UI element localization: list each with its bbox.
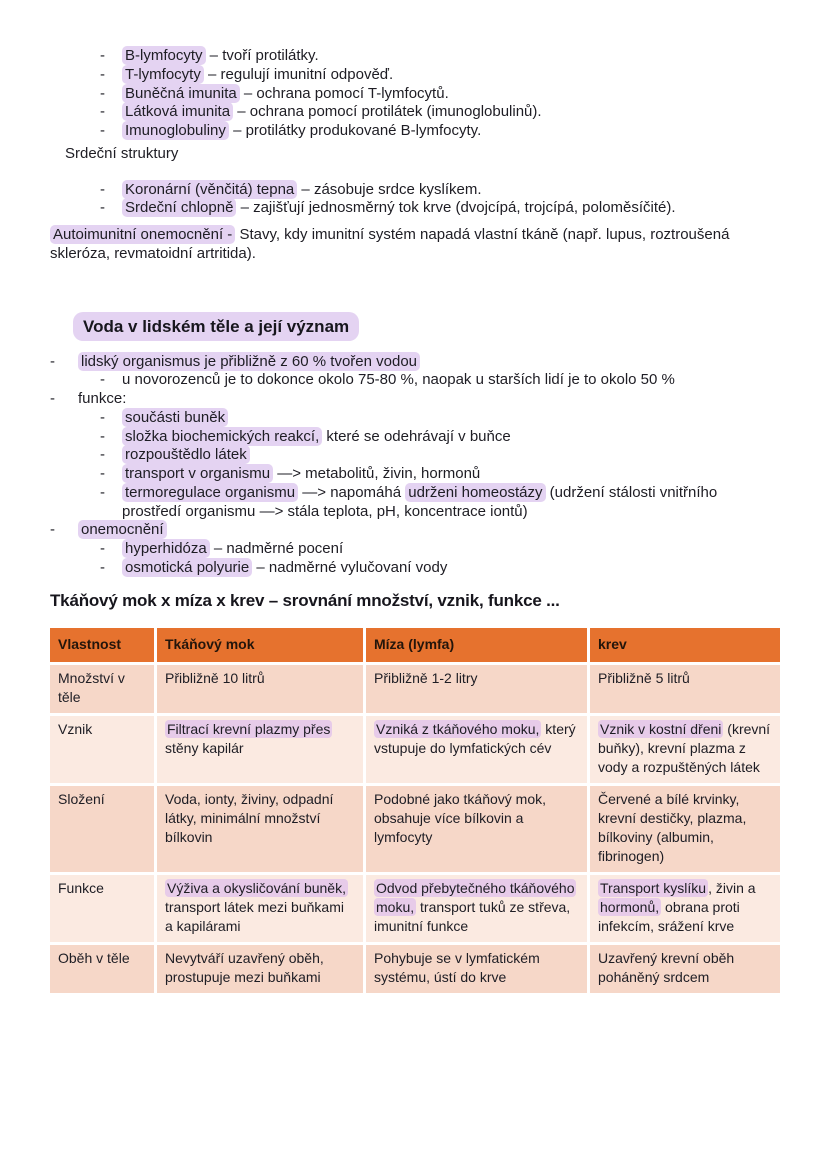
list-item-text: B-lymfocyty – tvoří protilátky. (122, 47, 778, 66)
autoimmune-paragraph: Autoimunitní onemocnění - Stavy, kdy imunitní systém napadá vlastní tkáně (např. lupus, roztroušená skleróza, revmatoidní artritida). (50, 226, 730, 262)
row-funkce-label: Funkce (50, 875, 154, 942)
highlighted-term: Koronární (věnčitá) tepna (122, 180, 297, 199)
row-funkce-tkan: Výživa a okysličování buněk, transport látek mezi buňkami a kapilárami (157, 875, 363, 942)
highlighted-term: složka biochemických reakcí, (122, 427, 322, 446)
comparison-table (50, 628, 780, 993)
list-item-text (122, 446, 778, 465)
list-item (50, 47, 778, 66)
row-obeh-tkan: Nevytváří uzavřený oběh, prostupuje mezi buňkami (157, 945, 363, 993)
highlighted-term: Látková imunita (122, 102, 233, 121)
bullet-dash: - (100, 465, 105, 482)
highlighted-term: Autoimunitní onemocnění - (50, 225, 235, 244)
list-item-text: funkce: (78, 390, 127, 407)
list-item (50, 484, 778, 522)
bullet-dash: - (100, 84, 105, 102)
bullet-dash: - (100, 558, 105, 576)
table-title: Tkáňový mok x míza x krev – srovnání množství, vznik, funkce ... (50, 590, 560, 610)
highlighted-term: termoregulace organismu (122, 483, 298, 502)
highlighted-term: Vzniká z tkáňového moku, (376, 720, 540, 737)
row-obeh-krev: Uzavřený krevní oběh poháněný srdcem (590, 945, 780, 993)
bullet-dash: - (100, 446, 105, 464)
row-funkce-krev: Transport kyslíku , živin a hormonů, obrana proti infekcím, srážení krve (590, 875, 780, 942)
row-vznik-label: Vznik (50, 716, 154, 783)
list-item (50, 371, 778, 390)
row-vznik-krev: Vznik v kostní dřeni (krevní buňky), krevní plazma z vody a rozpuštěných látek (590, 716, 780, 783)
highlighted-term: hormonů, (600, 898, 660, 915)
list-item-text: termoregulace organismu —> napomáhá udrženi homeostázy (udržení stálosti vnitřního prostředí organismu —> stála teplota, pH, koncentrace iontů) (122, 483, 718, 520)
row-amount-krev: Přibližně 5 litrů (590, 665, 780, 713)
list-item (50, 103, 778, 122)
table-header-miza: Míza (lymfa) (366, 628, 587, 662)
bullet-dash: - (100, 540, 105, 557)
bullet-dash: - (100, 103, 105, 121)
bullet-dash: - (100, 371, 105, 389)
list-item-text (78, 353, 778, 372)
list-item-text: Buněčná imunita – ochrana pomocí T-lymfocytů. (122, 85, 778, 104)
row-slozeni-miza: Podobné jako tkáňový mok, obsahuje více bílkovin a lymfocyty (366, 786, 587, 872)
highlighted-term: Filtrací krevní plazmy přes (167, 720, 331, 737)
highlighted-term: Srdeční chlopně (122, 198, 236, 217)
row-obeh-miza: Pohybuje se v lymfatickém systému, ústí do krve (366, 945, 587, 993)
list-item (50, 66, 778, 85)
highlighted-term: osmotická polyurie (122, 558, 252, 577)
highlighted-term: T-lymfocyty (122, 65, 204, 84)
list-item-text: Látková imunita – ochrana pomocí protilátek (imunoglobulinů). (122, 103, 778, 122)
highlighted-term: Odvod přebytečného tkáňového moku, (376, 879, 575, 915)
list-item-text: u novorozenců je to dokonce okolo 75-80 %, naopak u starších lidí je to okolo 50 % (122, 371, 675, 389)
highlighted-term: lidský organismus je přibližně z 60 % tvořen vodou (78, 352, 420, 371)
table-header-vlastnost: Vlastnost (50, 628, 154, 662)
highlighted-term: hyperhidóza (122, 539, 210, 558)
list-item (50, 446, 778, 465)
highlighted-term: B-lymfocyty (122, 46, 206, 65)
highlighted-term: onemocnění (78, 520, 167, 539)
list-item-text (122, 409, 778, 428)
water-heading-row (73, 312, 778, 341)
list-item-text: transport v organismu —> metabolitů, živin, hormonů (122, 465, 778, 484)
heart-list (50, 181, 778, 219)
bullet-dash: - (50, 352, 55, 370)
highlighted-term: transport v organismu (122, 464, 273, 483)
row-slozeni-tkan: Voda, ionty, živiny, odpadní látky, minimální množství bílkovin (157, 786, 363, 872)
highlighted-term: Výživa a okysličování buněk, (167, 879, 346, 896)
water-list (50, 353, 778, 578)
list-item (50, 559, 778, 578)
table-header-tkanovy-mok: Tkáňový mok (157, 628, 363, 662)
list-item (50, 199, 778, 218)
highlighted-term: udrženi homeostázy (405, 483, 545, 502)
row-vznik-miza: Vzniká z tkáňového moku, který vstupuje do lymfatických cév (366, 716, 587, 783)
list-item (50, 465, 778, 484)
row-vznik-tkan: Filtrací krevní plazmy přes stěny kapilár (157, 716, 363, 783)
list-item-text (78, 521, 778, 540)
row-amount-label: Množství v těle (50, 665, 154, 713)
list-item (50, 428, 778, 447)
row-amount-tkan: Přibližně 10 litrů (157, 665, 363, 713)
list-item-text: T-lymfocyty – regulují imunitní odpověď. (122, 66, 778, 85)
row-obeh-label: Oběh v těle (50, 945, 154, 993)
list-item (50, 540, 778, 559)
bullet-dash: - (100, 483, 105, 501)
immunity-list (50, 47, 778, 141)
bullet-dash: - (100, 427, 105, 445)
bullet-dash: - (100, 65, 105, 83)
highlighted-term: Transport kyslíku (600, 879, 707, 896)
list-item (50, 353, 778, 372)
list-item (50, 409, 778, 428)
bullet-dash: - (100, 408, 105, 426)
list-item (50, 181, 778, 200)
list-item (50, 521, 778, 540)
bullet-dash: - (50, 390, 55, 407)
water-section-heading: Voda v lidském těle a její význam (73, 312, 359, 341)
heart-structures-subheading: Srdeční struktury (65, 144, 179, 162)
row-slozeni-label: Složení (50, 786, 154, 872)
list-item-text: složka biochemických reakcí, které se odehrávají v buňce (122, 428, 778, 447)
highlighted-term: Buněčná imunita (122, 84, 240, 103)
row-amount-miza: Přibližně 1-2 litry (366, 665, 587, 713)
highlighted-term: rozpouštědlo látek (122, 445, 250, 464)
bullet-dash: - (100, 47, 105, 64)
row-slozeni-krev: Červené a bílé krvinky, krevní destičky, plazma, bílkoviny (albumin, fibrinogen) (590, 786, 780, 872)
list-item-text: hyperhidóza – nadměrné pocení (122, 540, 778, 559)
list-item-text: Imunoglobuliny – protilátky produkované B-lymfocyty. (122, 122, 778, 141)
list-item (50, 122, 778, 141)
highlighted-term: Imunoglobuliny (122, 121, 229, 140)
list-item (50, 390, 778, 409)
bullet-dash: - (100, 199, 105, 217)
row-funkce-miza: Odvod přebytečného tkáňového moku, transport tuků ze střeva, imunitní funkce (366, 875, 587, 942)
highlighted-term: Vznik v kostní dřeni (600, 720, 722, 737)
bullet-dash: - (100, 122, 105, 139)
highlighted-term: součásti buněk (122, 408, 228, 427)
list-item-text: Srdeční chlopně – zajišťují jednosměrný tok krve (dvojcípá, trojcípá, poloměsíčité). (122, 199, 778, 218)
list-item (50, 85, 778, 104)
table-header-krev: krev (590, 628, 780, 662)
bullet-dash: - (50, 521, 55, 539)
list-item-text: Koronární (věnčitá) tepna – zásobuje srdce kyslíkem. (122, 181, 778, 200)
bullet-dash: - (100, 180, 105, 198)
list-item-text: osmotická polyurie – nadměrné vylučovaní vody (122, 559, 778, 578)
